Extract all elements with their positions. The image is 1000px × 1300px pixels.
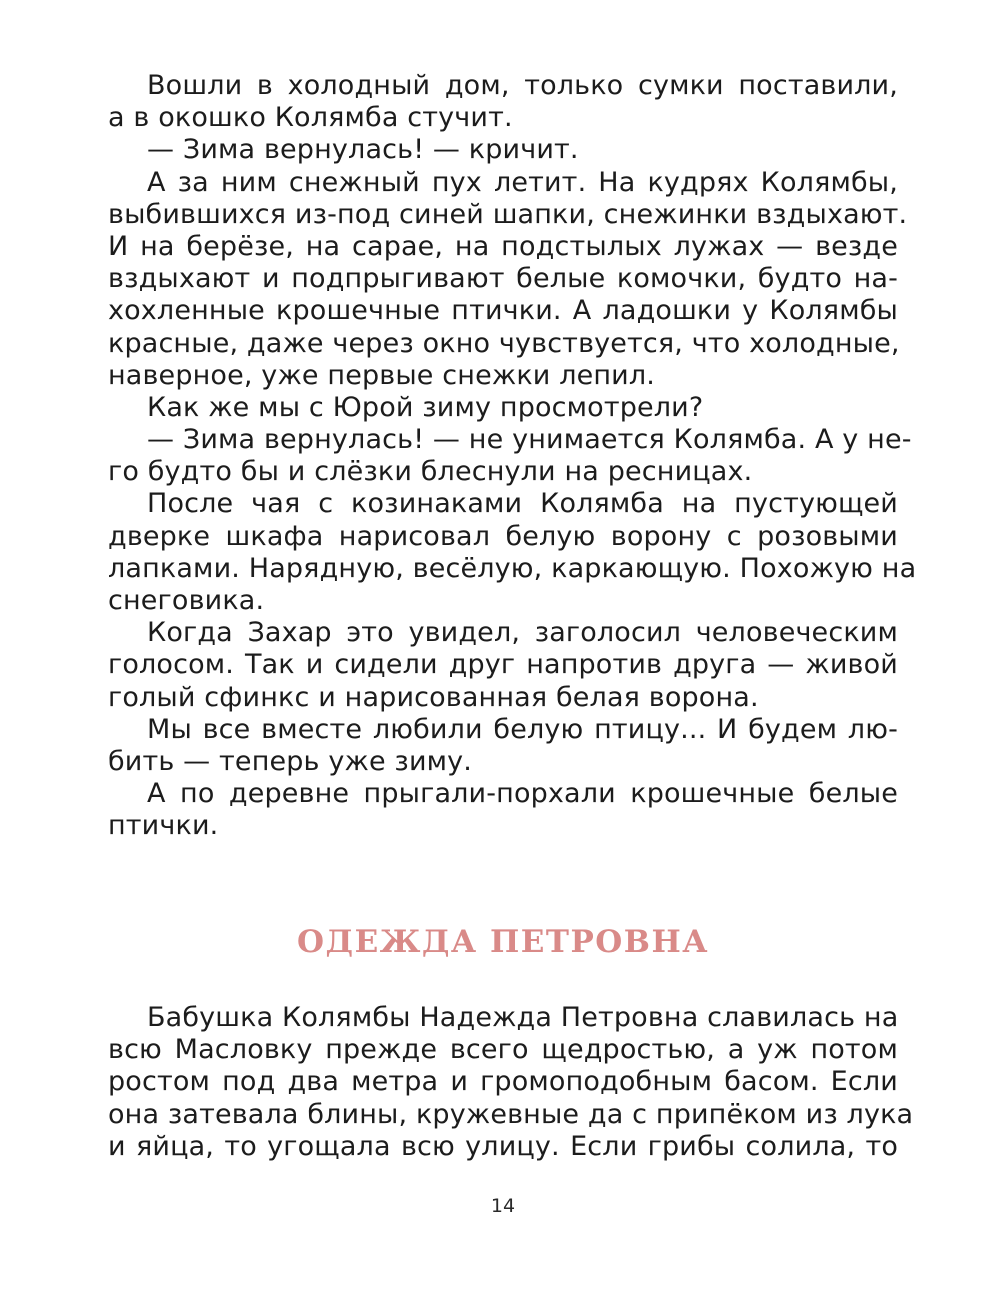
text-line: всю Масловку прежде всего щедростью, а уж потом xyxy=(108,1034,898,1066)
text-line: красные, даже через окно чувствуется, что холодные, xyxy=(108,327,900,359)
text-line: снеговика. xyxy=(108,585,265,616)
book-page xyxy=(108,0,917,1300)
story-ending-text xyxy=(108,70,917,843)
text-line: Бабушка Колямбы Надежда Петровна славилась на xyxy=(147,1002,899,1033)
text-line: бить — теперь уже зиму. xyxy=(108,745,473,777)
text-line: и яйца, то угощала всю улицу. Если грибы солила, то xyxy=(108,1130,898,1162)
text-line: голый сфинкс и нарисованная белая ворона. xyxy=(108,681,759,713)
chapter-title: ОДЕЖДА ПЕТРОВНА xyxy=(297,924,709,960)
text-line: — Зима вернулась! — кричит. xyxy=(147,134,579,166)
text-line: Мы все вместе любили белую птицу... И будем лю- xyxy=(147,713,898,745)
text-line: она затевала блины, кружевные да с припёком из лука xyxy=(108,1098,914,1130)
text-line: а в окошко Колямба стучит. xyxy=(108,102,513,134)
text-line: птички. xyxy=(108,810,219,842)
text-line: И на берёзе, на сарае, на подстылых лужах — везде xyxy=(108,230,898,262)
text-line: наверное, уже первые снежки лепил. xyxy=(108,359,656,391)
text-line: А за ним снежный пух летит. На кудрях Колямбы, xyxy=(147,166,898,198)
page-number: 14 xyxy=(490,1195,516,1217)
text-line: После чая с козинаками Колямба на пустующей xyxy=(147,488,898,520)
text-line: Вошли в холодный дом, только сумки поставили, xyxy=(147,70,898,101)
chapter-opening-text xyxy=(108,1002,914,1163)
text-line: ростом под два метра и громоподобным басом. Если xyxy=(108,1066,898,1098)
text-line: дверке шкафа нарисовал белую ворону с розовыми xyxy=(108,520,898,552)
text-line: Как же мы с Юрой зиму просмотрели? xyxy=(147,391,704,423)
text-line: А по деревне прыгали-порхали крошечные белые xyxy=(147,778,898,810)
text-line: го будто бы и слёзки блеснули на ресницах. xyxy=(108,456,753,488)
text-line: Когда Захар это увидел, заголосил человеческим xyxy=(147,617,898,649)
text-line: — Зима вернулась! — не унимается Колямба. А у не- xyxy=(147,424,912,456)
text-line: вздыхают и подпрыгивают белые комочки, будто на- xyxy=(108,263,898,295)
text-line: хохленные крошечные птички. А ладошки у Колямбы xyxy=(108,295,898,327)
text-line: выбившихся из-под синей шапки, снежинки вздыхают. xyxy=(108,198,908,230)
text-line: лапками. Нарядную, весёлую, каркающую. Похожую на xyxy=(108,552,917,584)
text-line: голосом. Так и сидели друг напротив друга — живой xyxy=(108,649,898,681)
